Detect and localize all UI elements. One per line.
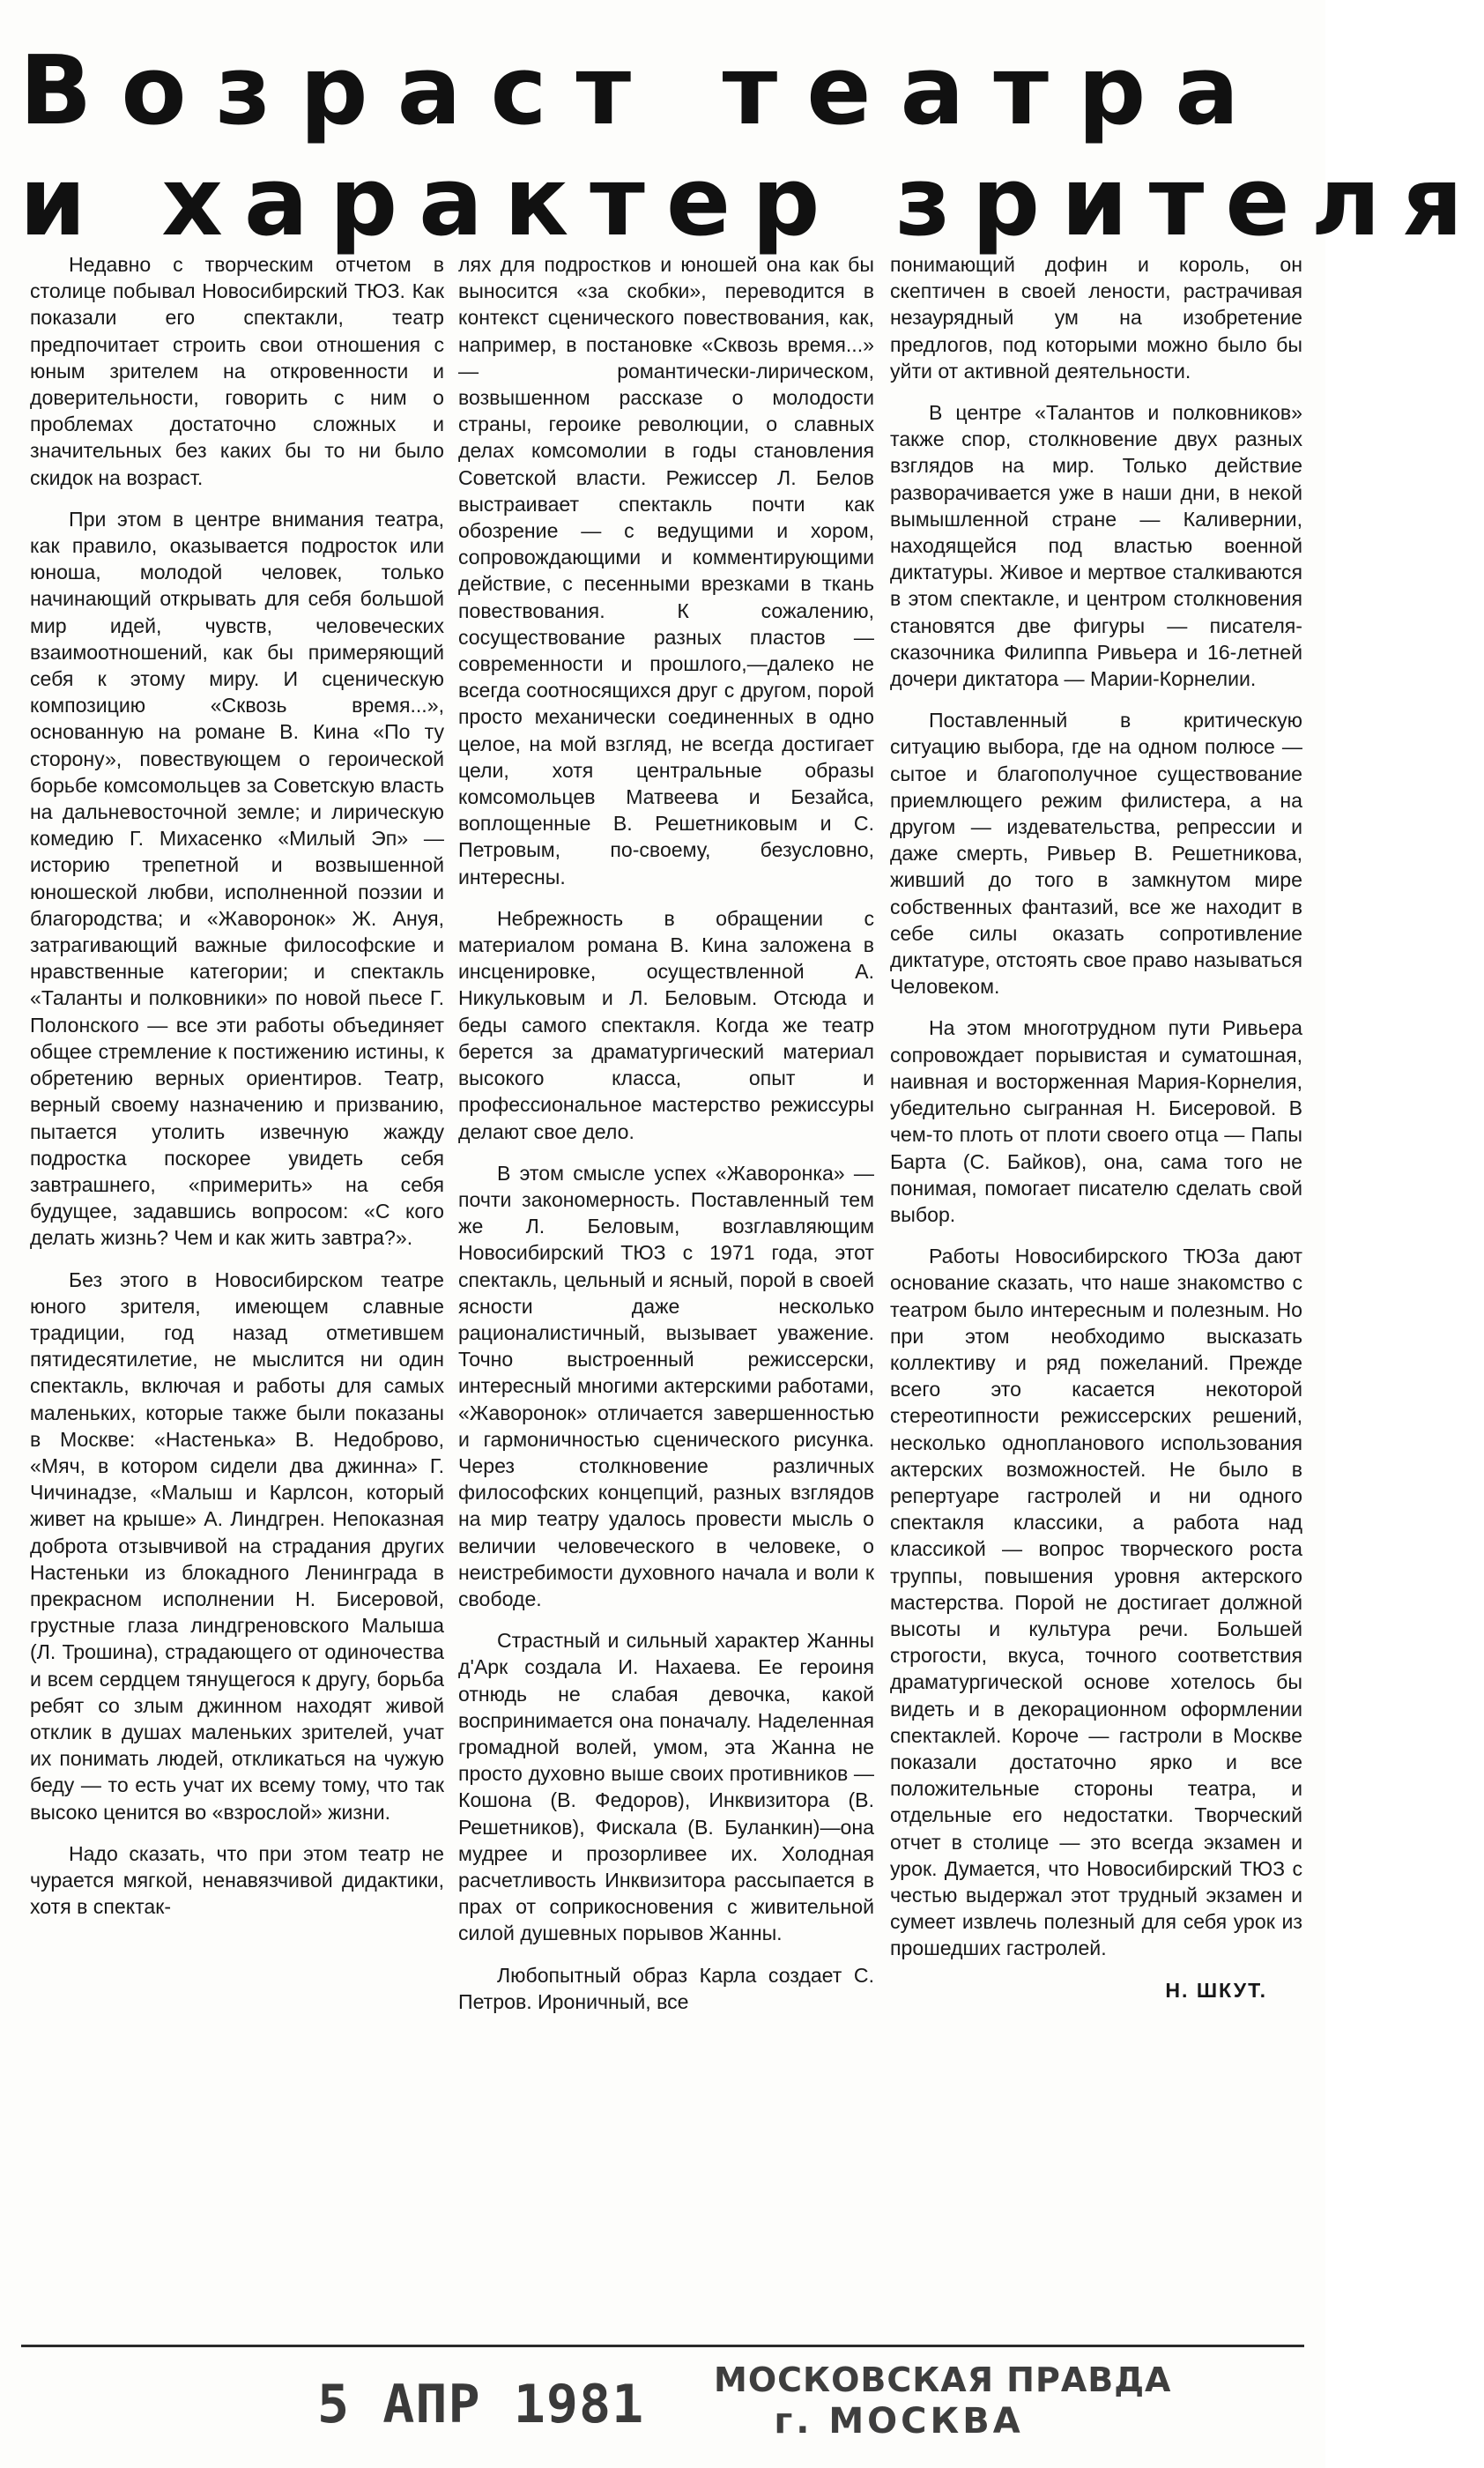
paragraph: Работы Новосибирского ТЮЗа дают основание сказать, что наше знакомство с театром было интересным и полезным. Но при этом необходимо высказать коллективу и ряд пожеланий. Прежде всего это касается некоторой стереотипности режиссерских решений, несколько однопланового использования актерских возможностей. Не было в репертуаре гастролей и ни одного спектакля классики, а работа над классикой — вопрос творческого роста труппы, повышения уровня актерского мастерства. Порой не достигает должной высоты и культура речи. Большей строгости, вкуса, точного соответствия драматургической основе хотелось бы видеть и в декорационном оформлении спектаклей. Короче — гастроли в Москве показали достаточно ярко и все положительные стороны театра, и отдельные его недостатки. Творческий отчет в столице — это всегда экзамен и урок. Думается, что Новосибирский ТЮЗ с честью выдержал этот трудный экзамен и сумеет извлечь полезный для себя урок из прошедших гастролей. xyxy=(890,1245,1302,1960)
author-signature: Н. ШКУТ. xyxy=(1165,1978,1267,2002)
paragraph: Надо сказать, что при этом театр не чурается мягкой, ненавязчивой дидактики, хотя в спектак- xyxy=(30,1841,444,1919)
article-column-1 xyxy=(30,251,444,1935)
paragraph: Страстный и сильный характер Жанны д'Арк создала И. Нахаева. Ее героиня отнюдь не слабая девочка, какой воспринимается она поначалу. Наделенная громадной волей, умом, эта Жанна не просто духовно выше своих противников — Кошона (В. Федоров), Инквизитора (В. Решетников), Фискала (В. Буланкин)—она мудрее и прозорливее их. Холодная расчетливость Инквизитора рассыпается в прах от соприкосновения с живительной силой душевных порывов Жанны. xyxy=(458,1629,874,1945)
paragraph: Любопытный образ Карла создает С. Петров. Ироничный, все xyxy=(458,1963,874,2013)
paragraph: В этом смысле успех «Жаворонка» — почти закономерность. Поставленный тем же Л. Беловым, возглавляющим Новосибирский ТЮЗ с 1971 года, этот спектакль, цельный и ясный, порой в своей ясности даже несколько рационалистичный, вызывает уважение. Точно выстроенный режиссерски, интересный многими актерскими работами, «Жаворонок» отличается завершенностью и гармоничностью сценического рисунка. Через столкновение различных философских концепций, разных взглядов на мир театру удалось провести мысль о величии человеческого в человеке, о неистребимости духовного начала и воли к свободе. xyxy=(458,1161,874,1610)
headline-line-1: Возраст театра xyxy=(19,36,1269,146)
bottom-divider xyxy=(21,2345,1304,2347)
paragraph: На этом многотрудном пути Ривьера сопровождает порывистая и суматошная, наивная и восторженная Мария-Корнелия, убедительно сыгранная Н. Бисеровой. В чем-то плоть от плоти своего отца — Папы Барта (С. Байков), она, сама того не понимая, помогает писателю сделать свой выбор. xyxy=(890,1016,1302,1226)
newspaper-city: г. МОСКВА xyxy=(774,2401,1024,2442)
paragraph: Недавно с творческим отчетом в столице побывал Новосибирский ТЮЗ. Как показали его спектакли, театр предпочитает строить свои отношения с юным зрителем на откровенности и доверительности, говорить с ним о проблемах достаточно сложных и значительных без каких бы то ни было скидок на возраст. xyxy=(30,253,444,489)
paragraph: В центре «Талантов и полковников» также спор, столкновение двух разных взглядов на мир. Только действие разворачивается уже в наши дни, в некой вымышленной стране — Каливернии, находящейся под властью военной диктатуры. Живое и мертвое сталкиваются в этом спектакле, и центром столкновения становятся две фигуры — писателя-сказочника Филиппа Ривьера и 16-летней дочери диктатора — Марии-Корнелии. xyxy=(890,401,1302,691)
newspaper-name: МОСКОВСКАЯ ПРАВДА xyxy=(714,2360,1172,2399)
newspaper-stamp xyxy=(714,2360,1172,2443)
paragraph: лях для подростков и юношей она как бы выносится «за скобки», переводится в контекст сценического повествования, как, например, в постановке «Сквозь время...» — романтически-лирическом, возвышенном рассказе о молодости страны, героике революции, о славных делах комсомолии в годы становления Советской власти. Режиссер Л. Белов выстраивает спектакль почти как обозрение — с ведущими и хором, сопровождающими и комментирующими действие, с песенными врезками в ткань повествования. К сожалению, сосуществование разных пластов — современности и прошлого,—далеко не всегда соотносящихся друг с другом, порой просто механически соединенных в одно целое, на мой взгляд, не всегда достигает цели, хотя центральные образы комсомольцев Матвеева и Безайса, воплощенные В. Решетниковым и С. Петровым, по-своему, безусловно, интересны. xyxy=(458,253,874,888)
article-column-2 xyxy=(458,251,874,2030)
date-stamp: 5 АПР 1981 xyxy=(317,2374,645,2435)
paragraph: понимающий дофин и король, он скептичен в своей лености, растрачивая незаурядный ум на изобретение предлогов, под которыми можно было бы уйти от активной деятельности. xyxy=(890,253,1302,383)
paragraph: Поставленный в критическую ситуацию выбора, где на одном полюсе — сытое и благополучное существование приемлющего режим филистера, а на другом — издевательства, репрессии и даже смерть, Ривьер В. Решетникова, живший до того в замкнутом мире собственных фантазий, все же находит в себе силы оказать сопротивление диктатуре, отстоять свое право называться Человеком. xyxy=(890,709,1302,999)
paragraph: При этом в центре внимания театра, как правило, оказывается подросток или юноша, молодой человек, только начинающий открывать для себя большой мир идей, чувств, человеческих взаимоотношений, как бы примеряющий себя к этому миру. И сценическую композицию «Сквозь время...», основанную на романе В. Кина «По ту сторону», повествующем о героической борьбе комсомольцев за Советскую власть на дальневосточной земле; и лирическую комедию Г. Михасенко «Милый Эп» — историю трепетной и возвышенной юношеской любви, исполненной поэзии и благородства; и «Жаворонок» Ж. Ануя, затрагивающий важные философские и нравственные категории; и спектакль «Таланты и полковники» по новой пьесе Г. Полонского — все эти работы объединяет общее стремление к постижению истины, к обретению верных ориентиров. Театр, верный своему назначению и призванию, пытается утолить извечную жажду подростка поскорее увидеть себя завтрашнего, «примерить» на себя будущее, задавшись вопросом: «С кого делать жизнь? Чем и как жить завтра?». xyxy=(30,507,444,1250)
paragraph: Небрежность в обращении с материалом романа В. Кина заложена в инсценировке, осуществленной А. Никульковым и Л. Беловым. Отсюда и беды самого спектакля. Когда же театр берется за драматургический материал высокого класса, опыт и профессиональное мастерство режиссуры делают свое дело. xyxy=(458,906,874,1143)
paragraph: Без этого в Новосибирском театре юного зрителя, имеющем славные традиции, год назад отметившем пятидесятилетие, не мыслится ни один спектакль, включая и работы для самых маленьких, которые также были показаны в Москве: «Настенька» В. Недоброво, «Мяч, в котором сидели два джинна» Г. Чичинадзе, «Малыш и Карлсон, который живет на крыше» А. Линдгрен. Непоказная доброта отзывчивой на страдания других Настеньки из блокадного Ленинграда в прекрасном исполнении Н. Бисеровой, грустные глаза линдгреновского Малыша (Л. Трошина), страдающего от одиночества и всем сердцем тянущегося к другу, борьба ребят со злым джинном находят живой отклик в душах маленьких зрителей, учат их понимать людей, откликаться на чужую беду — то есть учат их всему тому, что так высоко ценится во «взрослой» жизни. xyxy=(30,1267,444,1824)
article-column-3 xyxy=(890,251,1302,2018)
headline-line-2: и характер зрителя xyxy=(19,147,1484,257)
